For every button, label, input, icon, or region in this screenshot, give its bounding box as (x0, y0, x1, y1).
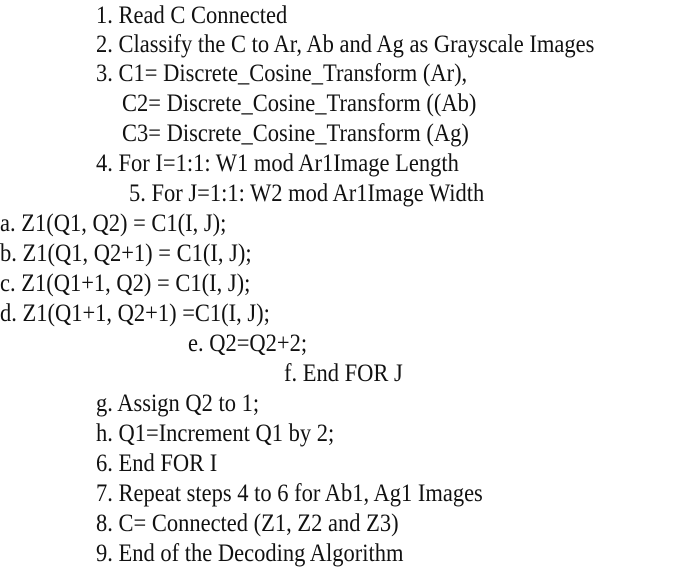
algorithm-step-9: 9. End of the Decoding Algorithm (96, 540, 404, 567)
algorithm-step-3-cont-1: C2= Discrete_Cosine_Transform ((Ab) (122, 90, 477, 117)
algorithm-step-6: 6. End FOR I (96, 450, 218, 477)
algorithm-step-f: f. End FOR J (284, 360, 403, 387)
algorithm-step-1: 1. Read C Connected (96, 2, 288, 29)
algorithm-step-5: 5. For J=1:1: W2 mod Ar1Image Width (129, 180, 485, 207)
algorithm-step-8: 8. C= Connected (Z1, Z2 and Z3) (96, 510, 399, 537)
algorithm-step-7: 7. Repeat steps 4 to 6 for Ab1, Ag1 Images (96, 480, 483, 507)
algorithm-step-2: 2. Classify the C to Ar, Ab and Ag as Grayscale Images (96, 31, 595, 58)
algorithm-step-3-cont-2: C3= Discrete_Cosine_Transform (Ag) (122, 120, 469, 147)
algorithm-step-3: 3. C1= Discrete_Cosine_Transform (Ar), (96, 60, 468, 87)
algorithm-step-4: 4. For I=1:1: W1 mod Ar1Image Length (96, 150, 459, 177)
algorithm-step-a: a. Z1(Q1, Q2) = C1(I, J); (0, 210, 227, 237)
algorithm-step-c: c. Z1(Q1+1, Q2) = C1(I, J); (0, 270, 251, 297)
algorithm-step-b: b. Z1(Q1, Q2+1) = C1(I, J); (0, 240, 252, 267)
algorithm-step-g: g. Assign Q2 to 1; (96, 390, 260, 417)
algorithm-step-e: e. Q2=Q2+2; (188, 330, 308, 357)
algorithm-step-d: d. Z1(Q1+1, Q2+1) =C1(I, J); (0, 300, 270, 327)
algorithm-step-h: h. Q1=Increment Q1 by 2; (96, 420, 335, 447)
